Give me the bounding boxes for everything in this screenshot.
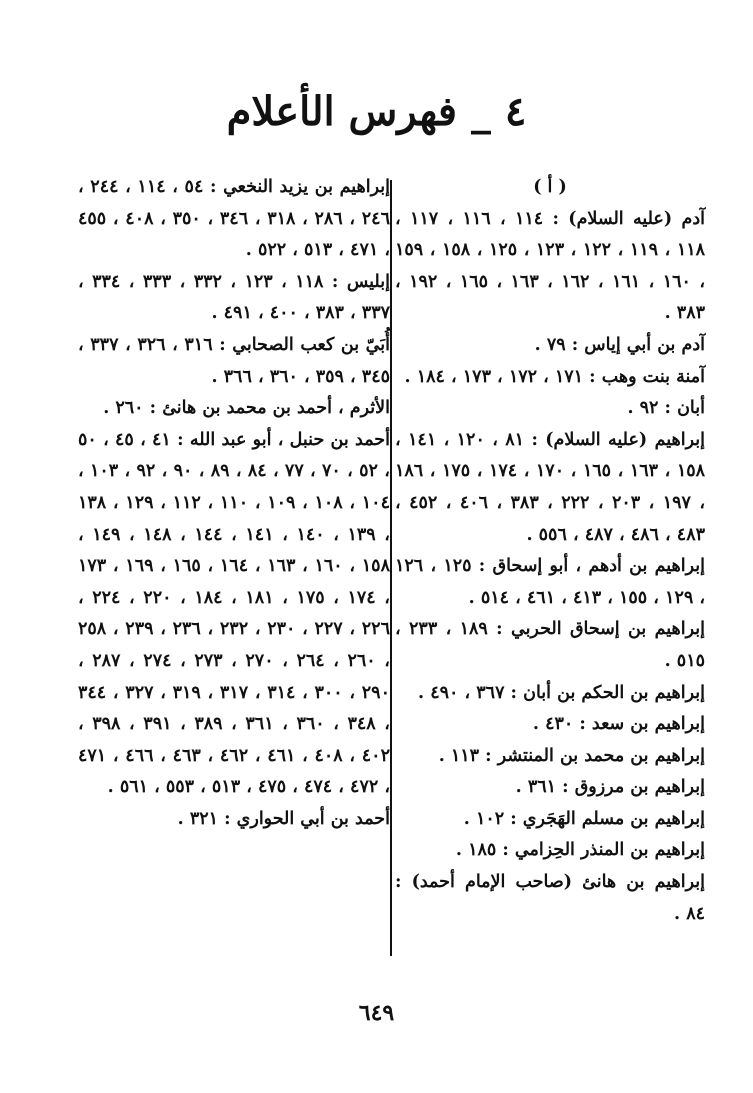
index-entry: إبراهيم بن المنذر الحِزامي : ١٨٥ . [455,840,705,861]
index-entry: إبراهيم بن يزيد النخعي : ٥٤ ، ١١٤ ، ٢٤٤ ، ٢٤٦ ، ٢٨٦ ، ٣١٨ ، ٣٤٦ ، ٣٥٠ ، ٤٠٨ ، ٤٥٥ ، ٤٧١ ، ٥١٣ ، ٥٢٢ . [78,177,390,261]
index-entry: أحمد بن أبي الحواري : ٣٢١ . [177,808,390,829]
index-column-left [78,172,390,835]
index-entry: إبراهيم بن سعد : ٤٣٠ . [532,714,705,735]
index-column-right [395,172,705,930]
index-entry: إبليس : ١١٨ ، ١٢٣ ، ٣٣٢ ، ٣٣٣ ، ٣٣٤ ، ٣٣٧ ، ٣٨٣ ، ٤٠٠ ، ٤٩١ . [78,271,390,324]
index-entry: إبراهيم بن محمد بن المنتشر : ١١٣ . [438,745,705,766]
index-entry: إبراهيم بن الحكم بن أبان : ٣٦٧ ، ٤٩٠ . [418,682,705,703]
index-title: ٤ _ فهرس الأعلام [226,88,527,135]
index-entry: إبراهيم بن مرزوق : ٣٦١ . [515,777,705,798]
letter-heading: ( أ ) [533,177,567,197]
index-entry: الأثرم ، أحمد بن محمد بن هانئ : ٢٦٠ . [103,398,390,419]
index-entry: آمنة بنت وهب : ١٧١ ، ١٧٢ ، ١٧٣ ، ١٨٤ . [404,366,705,387]
index-entry: إبراهيم بن إسحاق الحربي : ١٨٩ ، ٢٣٣ ، ٥١٥ . [395,619,705,671]
index-entry: أُبَيّ بن كعب الصحابي : ٣١٦ ، ٣٢٦ ، ٣٣٧ ، ٣٤٥ ، ٣٥٩ ، ٣٦٠ ، ٣٦٦ . [78,334,390,387]
column-divider [390,180,392,956]
index-entry: أبان : ٩٢ . [627,398,705,419]
index-entry: آدم (عليه السلام) : ١١٤ ، ١١٦ ، ١١٧ ، ١١٨ ، ١١٩ ، ١٢٢ ، ١٢٣ ، ١٢٥ ، ١٥٨ ، ١٥٩ ، ١٦٠ ، ١٦١ ، ١٦٢ ، ١٦٣ ، ١٦٥ ، ١٩٢ ، ٣٨٣ . [395,208,706,324]
index-entry: آدم بن أبي إياس : ٧٩ . [534,334,705,355]
index-entry: إبراهيم (عليه السلام) : ٨١ ، ١٢٠ ، ١٤١ ، ١٥٨ ، ١٦٣ ، ١٦٥ ، ١٧٠ ، ١٧٤ ، ١٧٥ ، ١٨٦ ، ١٩٧ ، ٢٠٣ ، ٢٢٢ ، ٣٨٣ ، ٤٠٦ ، ٤٥٢ ، ٤٨٣ ، ٤٨٦ ، ٤٨٧ ، ٥٥٦ . [395,429,706,545]
index-entry: إبراهيم بن هانئ (صاحب الإمام أحمد) : ٨٤ . [395,872,705,924]
index-entry: إبراهيم بن مسلم الهَجَري : ١٠٢ . [463,808,705,829]
index-entry: أحمد بن حنبل ، أبو عبد الله : ٤١ ، ٤٥ ، ٥٠ ، ٥٢ ، ٧٠ ، ٧٧ ، ٨٤ ، ٨٩ ، ٩٠ ، ٩٢ ، ١٠٣ ، ١٠٤ ، ١٠٨ ، ١٠٩ ، ١١٠ ، ١١٢ ، ١٢٩ ، ١٣٨ ، ١٣٩ ، ١٤٠ ، ١٤١ ، ١٤٤ ، ١٤٨ ، ١٤٩ ، ١٥٨ ، ١٦٠ ، ١٦٣ ، ١٦٤ ، ١٦٥ ، ١٦٩ ، ١٧٣ ، ١٧٤ ، ١٧٥ ، ١٨١ ، ١٨٤ ، ٢٢٠ ، ٢٢٤ ، ٢٢٦ ، ٢٢٧ ، ٢٣٠ ، ٢٣٢ ، ٢٣٦ ، ٢٣٩ ، ٢٥٨ ، ٢٦٠ ، ٢٦٤ ، ٢٧٠ ، ٢٧٣ ، ٢٧٤ ، ٢٨٧ ، ٢٩٠ ، ٣٠٠ ، ٣١٤ ، ٣١٧ ، ٣١٩ ، ٣٢٧ ، ٣٤٤ ، ٣٤٨ ، ٣٦٠ ، ٣٦١ ، ٣٨٩ ، ٣٩١ ، ٣٩٨ ، ٤٠٢ ، ٤٠٨ ، ٤٦١ ، ٤٦٢ ، ٤٦٣ ، ٤٦٦ ، ٤٧١ ، ٤٧٢ ، ٤٧٤ ، ٤٧٥ ، ٥١٣ ، ٥٥٣ ، ٥٦١ . [78,429,390,798]
index-entry: إبراهيم بن أدهم ، أبو إسحاق : ١٢٥ ، ١٢٦ ، ١٢٩ ، ١٥٥ ، ٤١٣ ، ٤٦١ ، ٥١٤ . [395,556,705,608]
page-number: ٦٤٩ [358,1000,395,1026]
